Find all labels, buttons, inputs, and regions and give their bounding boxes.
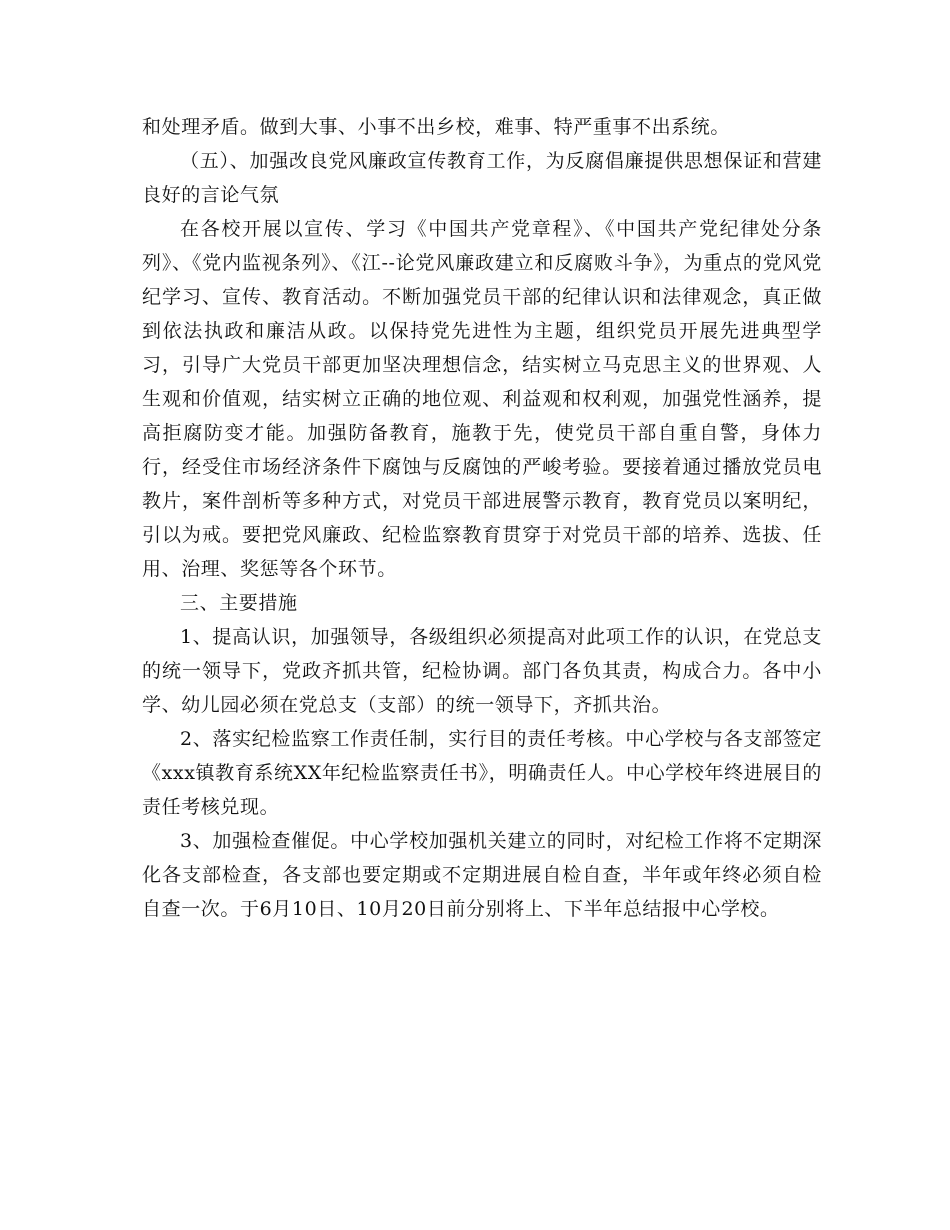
paragraph-2: （五）、加强改良党风廉政宣传教育工作，为反腐倡廉提供思想保证和营建良好的言论气氛 — [142, 150, 822, 206]
paragraph-3: 在各校开展以宣传、学习《中国共产党章程》、《中国共产党纪律处分条列》、《党内监视条列》、《江--论党风廉政建立和反腐败斗争》，为重点的党风党纪学习、宣传、教育活动。不断加强党员干部的纪律认识和法律观念，真正做到依法执政和廉洁从政。以保持党先进性为主题，组织党员开展先进典型学习，引导广大党员干部更加坚决理想信念，结实树立马克思主义的世界观、人生观和价值观，结实树立正确的地位观、利益观和权利观，加强党性涵养，提高拒腐防变才能。加强防备教育，施教于先，使党员干部自重自警，身体力行，经受住市场经济条件下腐蚀与反腐蚀的严峻考验。要接着通过播放党员电教片，案件剖析等多种方式，对党员干部进展警示教育，教育党员以案明纪，引以为戒。要把党风廉政、纪检监察教育贯穿于对党员干部的培养、选拔、任用、治理、奖惩等各个环节。 — [142, 218, 822, 580]
document-body — [142, 110, 822, 926]
paragraph-4: 1、提高认识，加强领导，各级组织必须提高对此项工作的认识，在党总支的统一领导下，党政齐抓共管，纪检协调。部门各负其责，构成合力。各中小学、幼儿园必须在党总支（支部）的统一领导下，齐抓共治。 — [142, 626, 822, 716]
paragraph-5: 2、落实纪检监察工作责任制，实行目的责任考核。中心学校与各支部签定《xxx镇教育系统XX年纪检监察责任书》，明确责任人。中心学校年终进展目的责任考核兑现。 — [142, 728, 822, 818]
paragraph-6: 3、加强检查催促。中心学校加强机关建立的同时，对纪检工作将不定期深化各支部检查，各支部也要定期或不定期进展自检自查，半年或年终必须自检自查一次。于6月10日、10月20日前分别将上、下半年总结报中心学校。 — [142, 830, 822, 920]
paragraph-1: 和处理矛盾。做到大事、小事不出乡校，难事、特严重事不出系统。 — [142, 116, 731, 138]
section-heading: 三、主要措施 — [180, 592, 298, 614]
